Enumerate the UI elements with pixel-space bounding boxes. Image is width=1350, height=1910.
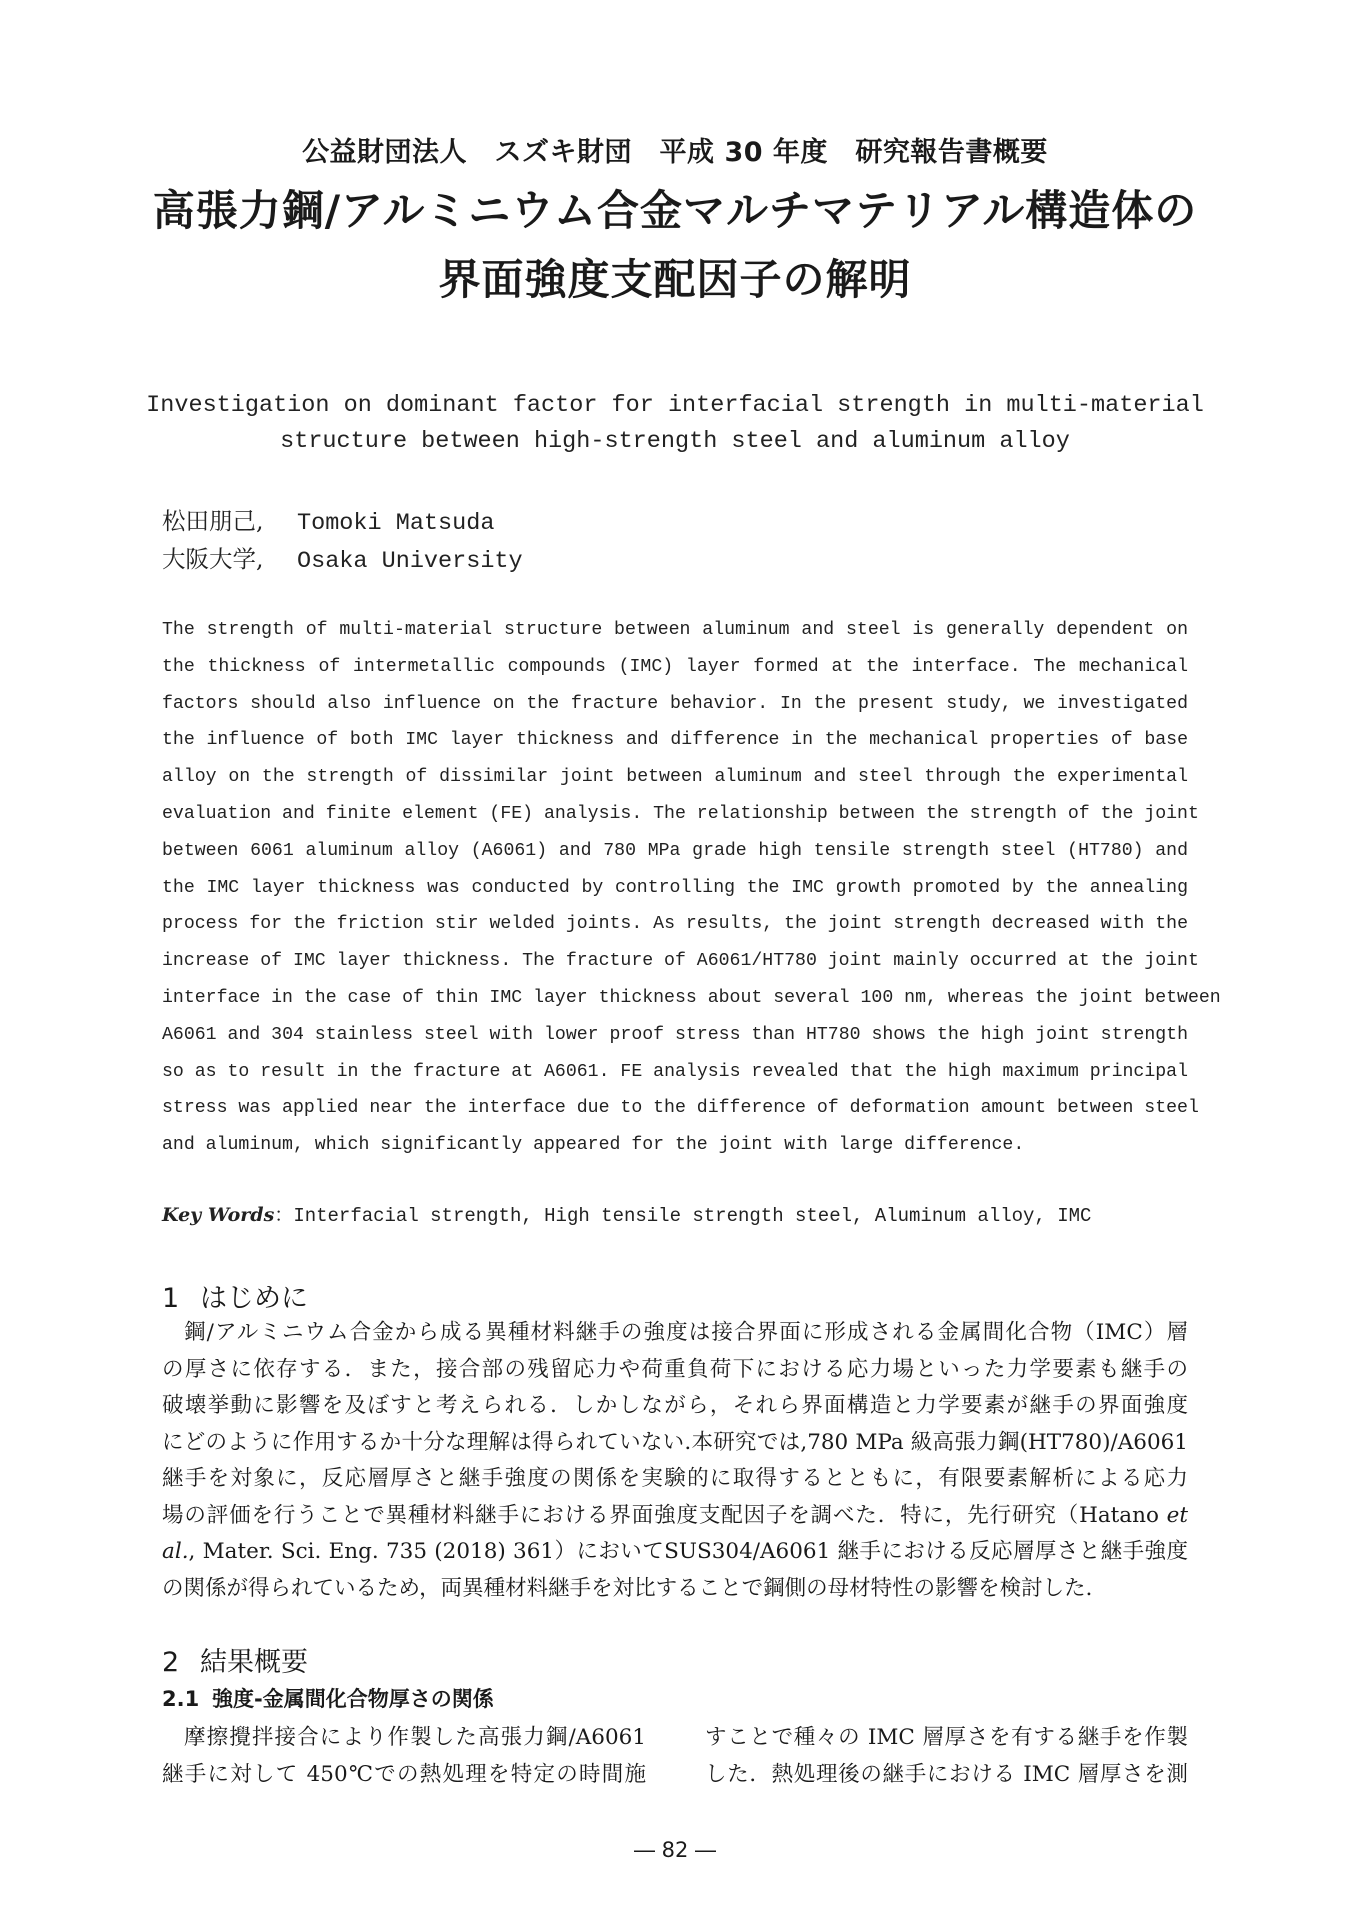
- abstract-line: A6061 and 304 stainless steel with lower proof stress than HT780 shows the high joint strength: [162, 1024, 1188, 1045]
- abstract-line: between 6061 aluminum alloy (A6061) and 780 MPa grade high tensile strength steel (HT780) and: [162, 840, 1188, 861]
- body-line: した．熱処理後の継手における IMC 層厚さを測: [705, 1761, 1188, 1787]
- keywords-separator: ：: [274, 1204, 294, 1226]
- body-line-text: , Mater. Sci. Eng. 735 (2018) 361）においてSUS304/A6061 継手における反応層厚さと継手強度: [188, 1539, 1188, 1564]
- body-line: [162, 1534, 1188, 1571]
- abstract-line: stress was applied near the interface due to the difference of deformation amount between steel: [162, 1098, 1199, 1119]
- abstract-line: The strength of multi-material structure between aluminum and steel is generally dependent on: [162, 620, 1188, 640]
- affiliation-en: Osaka University: [297, 548, 523, 575]
- section-heading-2: [162, 1640, 308, 1679]
- section-title: はじめに: [200, 1283, 308, 1314]
- right-column: [705, 1720, 1188, 1793]
- english-title-line-2: structure between high-strength steel and aluminum alloy: [280, 428, 1070, 455]
- subsection-number: 2.1: [162, 1687, 200, 1711]
- abstract-line: and aluminum, which significantly appeared for the joint with large difference.: [162, 1135, 1025, 1156]
- abstract-line: process for the friction stir welded joints. As results, the joint strength decreased with the: [162, 914, 1188, 935]
- abstract-line: the IMC layer thickness was conducted by controlling the IMC growth promoted by the annealing: [162, 877, 1188, 898]
- subsection-title: 強度-金属間化合物厚さの関係: [212, 1687, 494, 1711]
- abstract-line: alloy on the strength of dissimilar joint between aluminum and steel through the experimental: [162, 767, 1188, 788]
- abstract-line: so as to result in the fracture at A6061. FE analysis revealed that the high maximum principal: [162, 1061, 1188, 1082]
- page-number: ― 82 ―: [633, 1838, 717, 1862]
- body-line: 継手を対象に，反応層厚さと継手強度の関係を実験的に取得するとともに，有限要素解析による応力: [162, 1466, 1188, 1491]
- abstract: [162, 612, 1221, 1164]
- author-line: [162, 502, 494, 537]
- section-1-body: [162, 1315, 1188, 1607]
- body-line: 継手に対して 450℃での熱処理を特定の時間施: [162, 1761, 646, 1787]
- keywords-label: Key Words: [162, 1204, 275, 1226]
- abstract-line: evaluation and finite element (FE) analysis. The relationship between the strength of the joint: [162, 803, 1199, 824]
- body-line: 摩擦攪拌接合により作製した高張力鋼/A6061: [184, 1725, 646, 1750]
- body-line: の関係が得られているため，両異種材料継手を対比することで鋼側の母材特性の影響を検討した．: [162, 1575, 1108, 1601]
- section-number: 2: [162, 1647, 180, 1678]
- abstract-line: the influence of both IMC layer thickness and difference in the mechanical properties of base: [162, 730, 1188, 751]
- body-line: 鋼/アルミニウム合金から成る異種材料継手の強度は接合界面に形成される金属間化合物（IMC）層: [184, 1320, 1188, 1345]
- body-line-text: 場の評価を行うことで異種材料継手における界面強度支配因子を調べた．特に，先行研究（Hatano: [162, 1502, 1167, 1528]
- abstract-line: increase of IMC layer thickness. The fracture of A6061/HT780 joint mainly occurred at the joint: [162, 951, 1199, 972]
- body-line: [162, 1498, 1188, 1535]
- body-line: の厚さに依存する．また，接合部の残留応力や荷重負荷下における応力場といった力学要素も継手の: [162, 1356, 1188, 1382]
- keywords: [162, 1200, 1091, 1227]
- section-heading-1: [162, 1276, 308, 1315]
- affiliation-jp: 大阪大学,: [162, 545, 264, 573]
- keywords-text: Interfacial strength, High tensile strength steel, Aluminum alloy, IMC: [293, 1205, 1092, 1227]
- abstract-line: factors should also influence on the fracture behavior. In the present study, we investigated: [162, 693, 1188, 714]
- author-name-en: Tomoki Matsuda: [297, 510, 495, 537]
- paper-title-line-1: 高張力鋼/アルミニウム合金マルチマテリアル構造体の: [152, 186, 1198, 235]
- english-title-line-1: Investigation on dominant factor for interfacial strength in multi-material: [146, 392, 1204, 419]
- author-name-jp: 松田朋己,: [162, 507, 264, 535]
- left-column: [162, 1720, 646, 1793]
- section-title: 結果概要: [200, 1647, 308, 1678]
- paper-title-line-2: 界面強度支配因子の解明: [438, 255, 912, 304]
- body-line: すことで種々の IMC 層厚さを有する継手を作製: [705, 1725, 1188, 1750]
- affiliation-line: [162, 540, 523, 575]
- citation-al: al.: [162, 1539, 189, 1564]
- citation-et: et: [1166, 1502, 1188, 1528]
- abstract-line: the thickness of intermetallic compounds (IMC) layer formed at the interface. The mechanical: [162, 656, 1188, 677]
- body-line: 破壊挙動に影響を及ぼすと考えられる．しかしながら，それら界面構造と力学要素が継手の界面強度: [162, 1393, 1188, 1418]
- abstract-line: interface in the case of thin IMC layer thickness about several 100 nm, whereas the joint between: [162, 987, 1221, 1008]
- subsection-heading: [162, 1683, 494, 1713]
- organization-line: 公益財団法人 スズキ財団 平成 30 年度 研究報告書概要: [302, 137, 1048, 168]
- body-line: にどのように作用するか十分な理解は得られていない.本研究では,780 MPa 級高張力鋼(HT780)/A6061: [162, 1429, 1188, 1455]
- section-number: 1: [162, 1283, 180, 1314]
